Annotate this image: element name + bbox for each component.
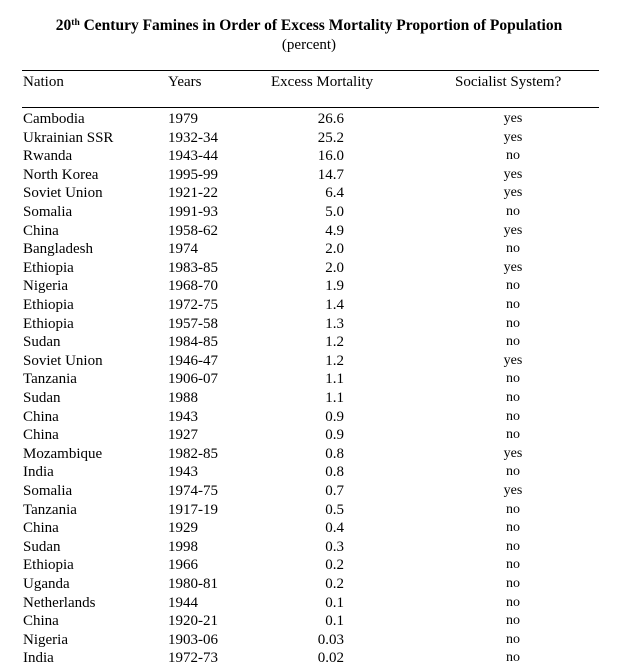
- cell-years: 1995-99: [168, 166, 218, 183]
- cell-excess-mortality: 14.7: [317, 166, 344, 183]
- cell-years: 1943: [168, 464, 198, 481]
- cell-nation: Soviet Union: [23, 185, 103, 202]
- table-row: [0, 612, 618, 630]
- title-superscript: th: [71, 18, 80, 28]
- top-rule: [22, 70, 599, 71]
- cell-nation: India: [23, 650, 54, 667]
- cell-excess-mortality: 0.9: [325, 427, 344, 444]
- cell-nation: Tanzania: [23, 371, 77, 388]
- cell-nation: Bangladesh: [23, 241, 93, 258]
- cell-nation: Nigeria: [23, 631, 68, 648]
- cell-socialist-system: no: [506, 557, 520, 573]
- cell-excess-mortality: 2.0: [325, 259, 344, 276]
- cell-socialist-system: yes: [503, 259, 523, 275]
- table-row: [0, 315, 618, 333]
- cell-excess-mortality: 0.2: [325, 576, 344, 592]
- table-row: [0, 501, 618, 519]
- table-row: [0, 240, 618, 258]
- cell-years: 1920-21: [168, 613, 218, 630]
- cell-years: 1927: [168, 427, 198, 444]
- cell-excess-mortality: 0.9: [325, 408, 344, 425]
- cell-years: 1979: [168, 111, 198, 127]
- table-row: [0, 333, 618, 351]
- cell-nation: Nigeria: [23, 278, 68, 295]
- cell-nation: North Korea: [23, 166, 99, 183]
- table-row: [0, 184, 618, 202]
- header-years: Years: [168, 74, 202, 90]
- cell-excess-mortality: 1.1: [325, 390, 344, 406]
- table-row: [0, 370, 618, 388]
- cell-years: 1966: [168, 557, 198, 574]
- cell-years: 1984-85: [168, 334, 218, 351]
- cell-socialist-system: no: [506, 576, 520, 591]
- header-socialist-system: Socialist System?: [455, 74, 562, 90]
- cell-excess-mortality: 0.8: [325, 464, 344, 481]
- cell-excess-mortality: 0.03: [317, 631, 344, 648]
- header-rule: [22, 107, 599, 108]
- cell-nation: Ethiopia: [23, 557, 74, 574]
- cell-years: 1991-93: [168, 204, 218, 220]
- cell-socialist-system: yes: [503, 352, 523, 368]
- cell-years: 1917-19: [168, 501, 218, 518]
- table-row: [0, 110, 618, 128]
- cell-years: 1983-85: [168, 259, 218, 276]
- cell-excess-mortality: 4.9: [325, 222, 344, 239]
- cell-excess-mortality: 1.9: [325, 278, 344, 295]
- cell-excess-mortality: 0.1: [325, 613, 344, 630]
- cell-socialist-system: yes: [503, 166, 523, 182]
- table-row: [0, 426, 618, 444]
- cell-nation: Ethiopia: [23, 297, 74, 313]
- table-row: [0, 352, 618, 370]
- cell-socialist-system: no: [506, 427, 520, 443]
- cell-socialist-system: no: [506, 538, 520, 554]
- table-row: [0, 482, 618, 500]
- table-row: [0, 277, 618, 295]
- table-row: [0, 408, 618, 426]
- header-excess-mortality: Excess Mortality: [271, 74, 374, 90]
- cell-nation: China: [23, 222, 59, 239]
- cell-excess-mortality: 1.2: [325, 352, 344, 369]
- table-row: [0, 259, 618, 277]
- cell-socialist-system: no: [506, 501, 520, 517]
- cell-excess-mortality: 1.1: [325, 371, 344, 388]
- cell-nation: Netherlands: [23, 594, 96, 611]
- cell-socialist-system: no: [506, 408, 520, 424]
- cell-socialist-system: no: [506, 297, 520, 312]
- cell-nation: Ethiopia: [23, 259, 74, 276]
- table-row: [0, 575, 618, 593]
- cell-years: 1921-22: [168, 185, 218, 202]
- cell-years: 1972-75: [168, 297, 218, 313]
- cell-years: 1972-73: [168, 650, 218, 667]
- cell-years: 1906-07: [168, 371, 218, 388]
- cell-excess-mortality: 1.4: [325, 297, 344, 313]
- cell-excess-mortality: 0.02: [317, 650, 344, 667]
- table-subtitle: (percent): [281, 37, 337, 53]
- cell-socialist-system: no: [506, 520, 520, 536]
- cell-nation: Sudan: [23, 538, 61, 555]
- cell-nation: Sudan: [23, 390, 61, 406]
- cell-excess-mortality: 25.2: [317, 129, 344, 146]
- table-row: [0, 296, 618, 314]
- cell-excess-mortality: 0.2: [325, 557, 344, 574]
- cell-socialist-system: no: [506, 371, 520, 387]
- table-body: [0, 110, 618, 670]
- cell-nation: Rwanda: [23, 148, 73, 165]
- cell-years: 1974-75: [168, 483, 218, 499]
- table-row: [0, 556, 618, 574]
- cell-nation: China: [23, 613, 59, 630]
- table-row: [0, 594, 618, 612]
- cell-years: 1974: [168, 241, 198, 258]
- cell-socialist-system: yes: [503, 483, 523, 498]
- cell-years: 1943: [168, 408, 198, 425]
- cell-excess-mortality: 5.0: [325, 204, 344, 220]
- cell-years: 1982-85: [168, 445, 218, 462]
- cell-socialist-system: no: [506, 204, 520, 219]
- cell-nation: Cambodia: [23, 111, 85, 127]
- cell-excess-mortality: 1.2: [325, 334, 344, 351]
- cell-nation: Sudan: [23, 334, 61, 351]
- table-row: [0, 389, 618, 407]
- cell-nation: Tanzania: [23, 501, 77, 518]
- cell-socialist-system: no: [506, 278, 520, 294]
- cell-socialist-system: no: [506, 390, 520, 405]
- cell-years: 1958-62: [168, 222, 218, 239]
- cell-socialist-system: no: [506, 315, 520, 331]
- cell-years: 1988: [168, 390, 198, 406]
- table-row: [0, 203, 618, 221]
- cell-years: 1903-06: [168, 631, 218, 648]
- table-row: [0, 147, 618, 165]
- table-row: [0, 222, 618, 240]
- table-row: [0, 463, 618, 481]
- cell-nation: Ukrainian SSR: [23, 129, 114, 146]
- cell-socialist-system: no: [506, 334, 520, 350]
- cell-socialist-system: no: [506, 594, 520, 610]
- cell-years: 1943-44: [168, 148, 218, 165]
- cell-excess-mortality: 0.8: [325, 445, 344, 462]
- cell-socialist-system: no: [506, 241, 520, 257]
- table-row: [0, 649, 618, 667]
- cell-nation: Ethiopia: [23, 315, 74, 332]
- cell-socialist-system: yes: [503, 129, 523, 145]
- cell-years: 1980-81: [168, 576, 218, 592]
- cell-socialist-system: no: [506, 464, 520, 480]
- cell-nation: Soviet Union: [23, 352, 103, 369]
- cell-excess-mortality: 0.3: [325, 538, 344, 555]
- cell-socialist-system: no: [506, 631, 520, 647]
- cell-socialist-system: no: [506, 148, 520, 164]
- table-row: [0, 519, 618, 537]
- title-text: Century Famines in Order of Excess Mortality Proportion of Population: [79, 17, 563, 34]
- cell-socialist-system: yes: [503, 185, 523, 201]
- cell-nation: Somalia: [23, 204, 73, 220]
- cell-socialist-system: no: [506, 650, 520, 666]
- cell-excess-mortality: 0.1: [325, 594, 344, 611]
- cell-socialist-system: no: [506, 613, 520, 629]
- cell-excess-mortality: 26.6: [317, 111, 344, 127]
- cell-years: 1932-34: [168, 129, 218, 146]
- cell-years: 1929: [168, 520, 198, 537]
- cell-excess-mortality: 1.3: [325, 315, 344, 332]
- cell-years: 1957-58: [168, 315, 218, 332]
- cell-nation: China: [23, 520, 59, 537]
- cell-excess-mortality: 0.4: [325, 520, 344, 537]
- cell-years: 1946-47: [168, 352, 218, 369]
- cell-nation: China: [23, 427, 59, 444]
- cell-nation: India: [23, 464, 54, 481]
- cell-excess-mortality: 0.5: [325, 501, 344, 518]
- header-nation: Nation: [23, 74, 64, 90]
- cell-socialist-system: yes: [503, 445, 523, 461]
- cell-excess-mortality: 0.7: [325, 483, 344, 499]
- cell-excess-mortality: 6.4: [325, 185, 344, 202]
- title-century: 20: [55, 17, 72, 34]
- cell-nation: China: [23, 408, 59, 425]
- cell-excess-mortality: 2.0: [325, 241, 344, 258]
- cell-excess-mortality: 16.0: [317, 148, 344, 165]
- table-header: [0, 73, 618, 91]
- cell-socialist-system: yes: [503, 111, 523, 126]
- cell-years: 1944: [168, 594, 198, 611]
- table-row: [0, 538, 618, 556]
- cell-years: 1968-70: [168, 278, 218, 295]
- table-row: [0, 631, 618, 649]
- cell-socialist-system: yes: [503, 222, 523, 238]
- cell-nation: Mozambique: [23, 445, 103, 462]
- cell-nation: Uganda: [23, 576, 70, 592]
- table-row: [0, 166, 618, 184]
- cell-years: 1998: [168, 538, 198, 555]
- table-title: [0, 16, 618, 35]
- table-row: [0, 129, 618, 147]
- table-row: [0, 445, 618, 463]
- cell-nation: Somalia: [23, 483, 73, 499]
